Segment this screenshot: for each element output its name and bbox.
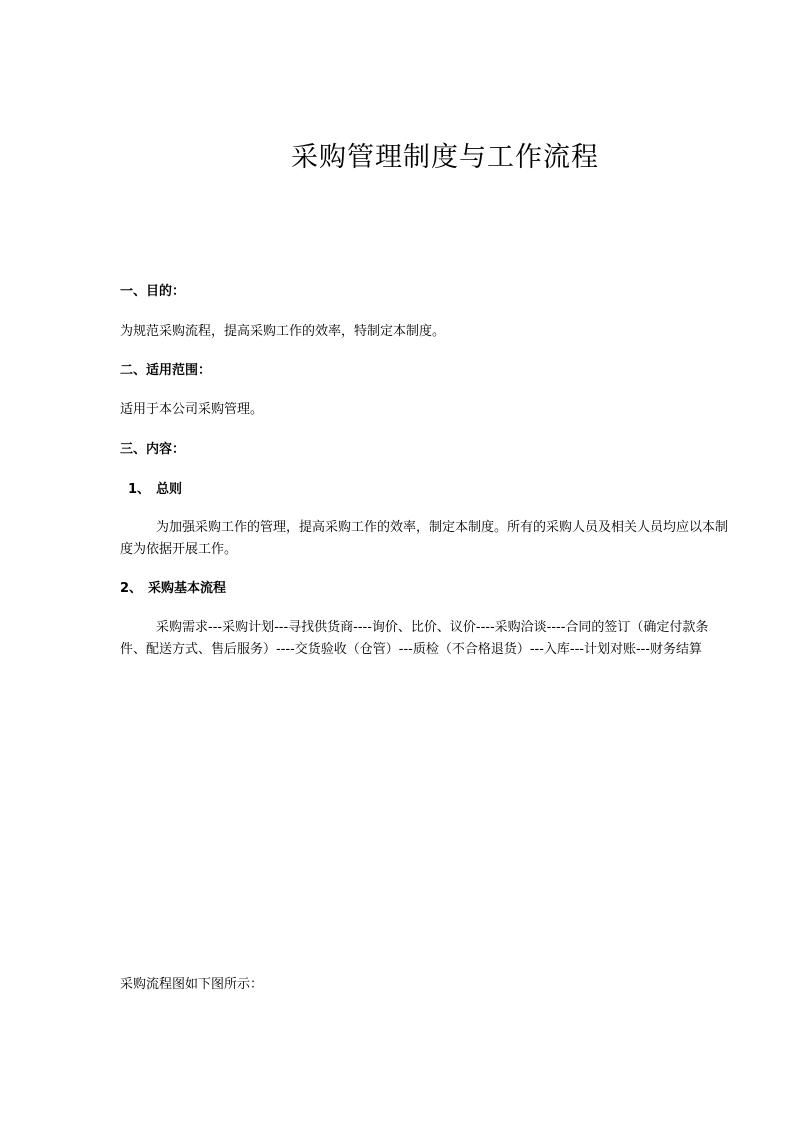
subsection-1-heading bbox=[128, 479, 182, 501]
subsection-1-title: 总则 bbox=[156, 482, 183, 497]
section-1-heading: 一、目的： bbox=[120, 284, 186, 299]
document-title: 采购管理制度与工作流程 bbox=[291, 142, 599, 173]
section-2-body: 适用于本公司采购管理。 bbox=[120, 402, 264, 417]
subsection-1-body: 为加强采购工作的管理，提高采购工作的效率，制定本制度。所有的采购人员及相关人员均应以本制度为依据开展工作。 bbox=[120, 520, 729, 557]
flowchart-caption: 采购流程图如下图所示： bbox=[120, 977, 264, 992]
subsection-2-title: 采购基本流程 bbox=[148, 581, 227, 596]
subsection-2-body: 采购需求---采购计划---寻找供货商----询价、比价、议价----采购洽谈----合同的签订（确定付款条件、配送方式、售后服务）----交货验收（仓管）---质检（不合格退货）---入库---计划对账---财务结算 bbox=[120, 620, 709, 657]
section-1-body: 为规范采购流程，提高采购工作的效率，特制定本制度。 bbox=[120, 324, 446, 339]
section-3-heading: 三、内容： bbox=[120, 442, 186, 457]
section-2-heading: 二、适用范围： bbox=[120, 363, 212, 378]
subsection-2-heading bbox=[120, 578, 226, 600]
subsection-2-number: 2、 bbox=[120, 581, 143, 596]
subsection-1-number: 1、 bbox=[128, 482, 151, 497]
